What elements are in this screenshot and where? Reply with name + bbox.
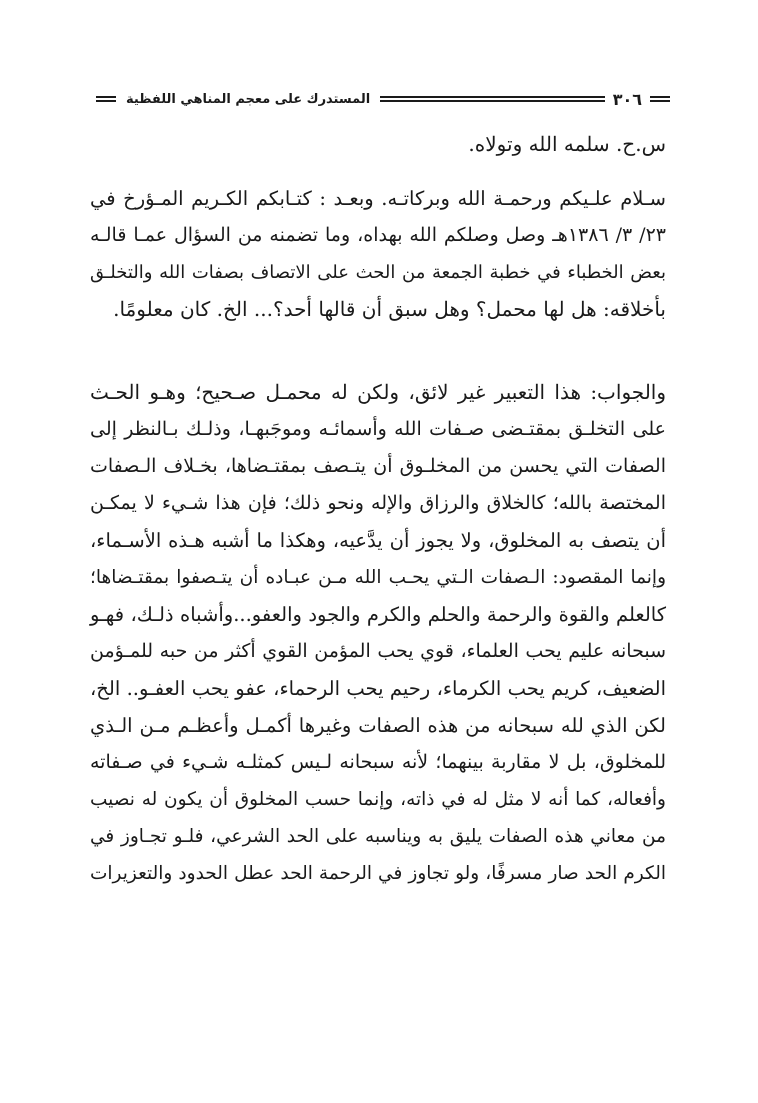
header-rule-right bbox=[650, 96, 670, 102]
page-number: ٣٠٦ bbox=[612, 89, 642, 109]
salutation-paragraph bbox=[90, 126, 666, 163]
answer-line: سبحانه عليم يحب العلماء، قوي يحب المؤمن القوي أكثر من حبه للمـؤمن bbox=[90, 640, 666, 662]
book-title: المستدرك على معجم المناهي اللفظية bbox=[126, 91, 371, 107]
answer-line: والجواب: هذا التعبير غير لائق، ولكن له محمـل صـحيح؛ وهـو الحـث bbox=[90, 380, 666, 404]
answer-paragraph bbox=[90, 374, 666, 892]
salutation-line: س.ح. سلمه الله وتولاه. bbox=[468, 132, 666, 156]
answer-line: أن يتصف به المخلوق، ولا يجوز أن يدَّعيه، وهكذا ما أشبه هـذه الأسـماء، bbox=[90, 529, 666, 552]
answer-line: وأفعاله، كما أنه لا مثل له في ذاته، وإنما حسب المخلوق أن يكون له نصيب bbox=[90, 789, 666, 810]
answer-line: وإنما المقصود: الـصفات الـتي يحـب الله مـن عبـاده أن يتـصفوا بمقتـضاها؛ bbox=[90, 567, 666, 588]
answer-line: الكرم الحد صار مسرفًا، ولو تجاوز في الرحمة الحد عطل الحدود والتعزيرات bbox=[90, 863, 666, 884]
answer-line: لكن الذي لله سبحانه من هذه الصفات وغيرها أكمـل وأعظـم مـن الـذي bbox=[90, 714, 666, 737]
answer-line: الصفات التي يحسن من المخلـوق أن يتـصف بمقتـضاها، بخـلاف الـصفات bbox=[90, 455, 666, 477]
answer-line: على التخلـق بمقتـضى صـفات الله وأسمائـه وموجَبهـا، وذلـك بـالنظر إلى bbox=[90, 418, 666, 440]
running-header bbox=[92, 86, 674, 112]
question-line: سـلام علـيكم ورحمـة الله وبركاتـه. وبعـد : كتـابكم الكـريم المـؤرخ في bbox=[90, 187, 666, 210]
answer-line: من معاني هذه الصفات يليق به ويناسبه على الحد الشرعي، فلـو تجـاوز في bbox=[90, 826, 666, 847]
header-rule-middle bbox=[380, 96, 605, 102]
question-paragraph bbox=[90, 180, 666, 328]
question-line: بأخلاقه: هل لها محمل؟ وهل سبق أن قالها أحد؟... الخ. كان معلومًا. bbox=[113, 297, 666, 321]
question-line: بعض الخطباء في خطبة الجمعة من الحث على الاتصاف بصفات الله والتخلـق bbox=[90, 262, 666, 283]
answer-line: كالعلم والقوة والرحمة والحلم والكرم والجود والعفو...وأشباه ذلـك، فهـو bbox=[90, 603, 666, 626]
question-line: ٢٣/ ٣/ ١٣٨٦هـ وصل وصلكم الله بهداه، وما تضمنه من السؤال عمـا قالـه bbox=[90, 224, 666, 246]
answer-line: المختصة بالله؛ كالخلاق والرزاق والإله ونحو ذلك؛ فإن هذا شـيء لا يمكـن bbox=[90, 492, 666, 514]
header-rule-left bbox=[96, 96, 116, 102]
answer-line: للمخلوق، بل لا مقاربة بينهما؛ لأنه سبحانه لـيس كمثلـه شـيء في صـفاته bbox=[90, 751, 666, 773]
answer-line: الضعيف، كريم يحب الكرماء، رحيم يحب الرحماء، عفو يحب العفـو.. الخ، bbox=[90, 677, 666, 700]
